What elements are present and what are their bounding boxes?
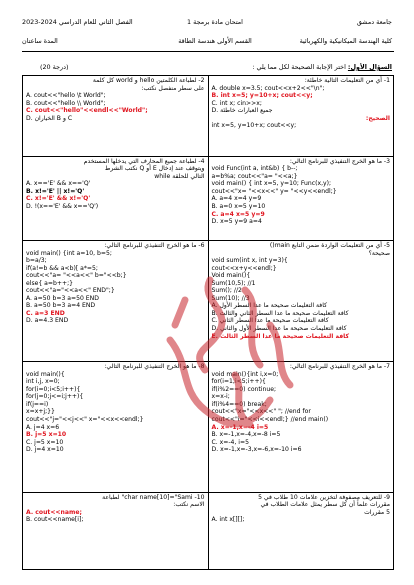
question-line: for(i=0;i<5;i++){ xyxy=(26,385,81,393)
header-center xyxy=(155,18,275,45)
question-line: A. cout<<name; xyxy=(26,508,82,516)
question-line: cout<<"a= "<<a<<" b="<<b;} xyxy=(26,272,127,280)
question-line: D. j=4 x=10 xyxy=(26,446,64,454)
header-divider xyxy=(22,51,394,52)
question-line: Sum(); //2 xyxy=(211,287,242,295)
question-line: D. جميع العبارات خاطئة xyxy=(211,107,273,115)
question-line: void sum(int x, int y=3){ xyxy=(211,257,288,265)
question-line: cout<<x+y<<endl;} xyxy=(211,264,277,272)
question-line: 5 مقررات xyxy=(364,508,390,516)
question-cell-1 xyxy=(208,76,394,157)
question-line: cout<<"j="<<j<<" x="<<x<<endl;} xyxy=(26,415,144,423)
question-line: D. الخياران B و C xyxy=(26,114,73,122)
question-line: Sum(10); //3 xyxy=(211,294,250,302)
question-line: الصحيح: xyxy=(365,114,390,122)
year-info: القسم الأولى هندسة الطاقة xyxy=(178,37,252,45)
faculty-name: كلية الهندسة الميكانيكية والكهربائية xyxy=(299,37,392,45)
question-line: cout<<"x= "<<x<<" y= "<<y<<endl;} xyxy=(211,187,337,195)
question-line: D. a=4.3 END xyxy=(26,317,69,325)
question-line: B. a=0 x=5 y=10 xyxy=(211,203,266,211)
question-line: x=x-i; xyxy=(211,393,230,401)
question-line: C. int x; cin>>x; xyxy=(211,99,262,107)
question-line: التالي للحلقة while xyxy=(154,172,205,180)
question-text: 9- للتعريف مصفوفة لتخزين علامات 10 طلاب في 5 xyxy=(258,493,390,501)
question-marks: (20 درجة) xyxy=(40,63,69,71)
question-line: D. !(x=='E' && x=='Q') xyxy=(26,203,99,211)
university-name: جامعة دمشق xyxy=(356,18,392,26)
question-line: x=x+j;}} xyxy=(26,408,55,416)
question-line: a=b%a; cout<<"a= "<<a;} xyxy=(211,172,298,180)
question-line: b=a/3; xyxy=(26,257,47,265)
question-line: ويتوقف عند إدخال E أو Q نكتب الشرط xyxy=(104,165,205,173)
question-line: void main(){ xyxy=(26,370,65,378)
question-line: A. x=='E' && x=='Q' xyxy=(26,180,91,188)
question-text: 5- أي من التعليمات الواردة ضمن التابع main() xyxy=(269,241,390,249)
question-line: void main() {int a=10, b=5; xyxy=(26,249,112,257)
question-line: صحيحة؟ xyxy=(368,249,390,257)
question-line: A. a=4 x=4 y=9 xyxy=(211,195,262,203)
question-line: cout<<"a="<<a<<" END";} xyxy=(26,287,115,295)
question-line: A. cout<<"hello \t World"; xyxy=(26,92,106,100)
question-text: 2- لطباعة الكلمتين hello و world كل كلمة xyxy=(92,77,205,84)
question-line: int i,j, x=0; xyxy=(26,378,60,386)
question-line: B. j=5 x=10 xyxy=(26,431,67,439)
question-line: B. cout<<name[i]; xyxy=(26,516,84,524)
question-cell-3 xyxy=(208,156,394,240)
question-line: D. كافة التعليمات صحيحة ما عدا السطر الأول والثاني xyxy=(211,325,347,332)
question-cell-6 xyxy=(23,240,209,361)
question-line: if(i%2==0) continue; xyxy=(211,385,277,393)
question-cell-7 xyxy=(208,362,394,493)
question-line: B. int x=5; y=10+x; cout<<y; xyxy=(211,92,313,100)
header-left xyxy=(22,18,133,45)
first-question-title xyxy=(252,63,392,71)
question-line: B. كافة التعليمات صحيحة ما عدا السطر الثاني والثالث xyxy=(211,309,349,317)
question-line: void main(){int i,x=0; xyxy=(211,370,279,378)
question-line: B. x=-1,x=-4,x=-8 i=5 xyxy=(211,431,281,439)
questions-table xyxy=(22,75,394,570)
question-cell-10 xyxy=(23,492,209,569)
question-line: else{ a=b++;} xyxy=(26,279,74,287)
exam-duration: المدة ساعتان xyxy=(22,37,58,45)
question-text: 8- ما هو الخرج التنفيذي للبرنامج التالي: xyxy=(104,363,205,371)
question-text: 3- ما هو الخرج التنفيذي للبرنامج التالي: xyxy=(289,157,390,165)
question-line: C. cout<<"hello"<<endl<<"World"; xyxy=(26,107,148,115)
question-cell-9 xyxy=(208,492,394,569)
question-line: Sum(10,5); //1 xyxy=(211,279,256,287)
question-text: 10- char name[10]="Sami" لطباعة xyxy=(102,493,205,501)
question-line: A. int x[][]; xyxy=(211,516,245,524)
semester-info: الفصل الثاني للعام الدراسي 2024-2023 xyxy=(22,18,133,26)
question-line: D. x=-1,x=-3,x=-6,x=-10 i=6 xyxy=(211,446,302,454)
question-line: A. a=50 b=3 a=50 END xyxy=(26,294,99,302)
exam-title: امتحان مادة برمجة 1 xyxy=(187,18,243,26)
question-line: for(j=0;j<=i;j++){ xyxy=(26,393,84,401)
question-line: الاسم نكتب: xyxy=(173,501,205,509)
question-line: if(j==i) xyxy=(26,400,49,408)
header-right xyxy=(300,18,392,45)
first-question-instruction: اختر الإجابة الصحيحة لكل مما يلي : xyxy=(252,63,348,71)
question-line: C. x!='E' && x!='Q' xyxy=(26,195,91,203)
question-line: B. x!='E' || x!='Q' xyxy=(26,187,85,195)
question-line: if(i%4==0) break; xyxy=(211,400,267,408)
question-cell-4 xyxy=(23,156,209,240)
question-line: C. a=3 END xyxy=(26,309,65,317)
question-line: مقررات علماً أن كل سطر يمثل علامات الطلاب في xyxy=(260,501,390,509)
question-text: 7- ما هو الخرج التنفيذي للبرنامج التالي: xyxy=(289,363,390,371)
question-text: 1- أي من التعليمات التالية خاطئة: xyxy=(304,77,390,84)
question-text: 4- لطباعة جميع المحارف التي يدخلها المستخدم xyxy=(83,157,205,165)
question-line: Void main(){ xyxy=(211,272,251,280)
question-line: A. x=-1,x=-4 i=5 xyxy=(211,423,269,431)
first-question-label: السؤال الأول: xyxy=(347,63,392,71)
question-line: B. a=50 b=3 a=4 END xyxy=(26,302,96,310)
question-cell-8 xyxy=(23,362,209,493)
question-line: A. j=4 x=6 xyxy=(26,423,60,431)
question-line: C. كافة التعليمات صحيحة ما عدا السطر الثاني xyxy=(211,317,329,325)
question-cell-5 xyxy=(208,240,394,361)
question-line: cout<<"x="<<x<<" "; //end for xyxy=(211,408,311,416)
question-line: void Func(int a, int&b) { b--; xyxy=(211,165,298,173)
question-line: A. كافة التعليمات صحيحة ما عدا السطر الأول xyxy=(211,302,327,310)
question-line: B. cout<<"hello \\ World"; xyxy=(26,99,106,107)
question-line: int x=5, y=10+x; cout<<y; xyxy=(211,122,297,130)
question-line: cout<<"i="<<i<<endl;} //end main() xyxy=(211,415,329,423)
question-line: على سطر منفصل نكتب: xyxy=(141,84,205,92)
question-line: D. x=5 y=9 a=4 xyxy=(211,218,262,226)
question-line: E. كافة التعليمات صحيحة ما عدا السطر الثالث xyxy=(211,332,350,340)
question-line: C. x=-4, i=5 xyxy=(211,438,249,446)
question-line: C. j=5 x=10 xyxy=(26,438,64,446)
question-line: A. double x=3.5; cout<<x+2<<"\n"; xyxy=(211,84,325,92)
question-cell-2 xyxy=(23,76,209,157)
question-line: for(i=1;i<5;i++){ xyxy=(211,378,266,386)
question-line: if(a!=b && a<b)[ a*=5; xyxy=(26,264,98,272)
question-line: void main() { int x=5, y=10; Func(x,y); xyxy=(211,180,332,188)
question-line: C. a=4 x=5 y=9 xyxy=(211,210,265,218)
question-text: 6- ما هو الخرج التنفيذي للبرنامج التالي: xyxy=(104,241,205,249)
